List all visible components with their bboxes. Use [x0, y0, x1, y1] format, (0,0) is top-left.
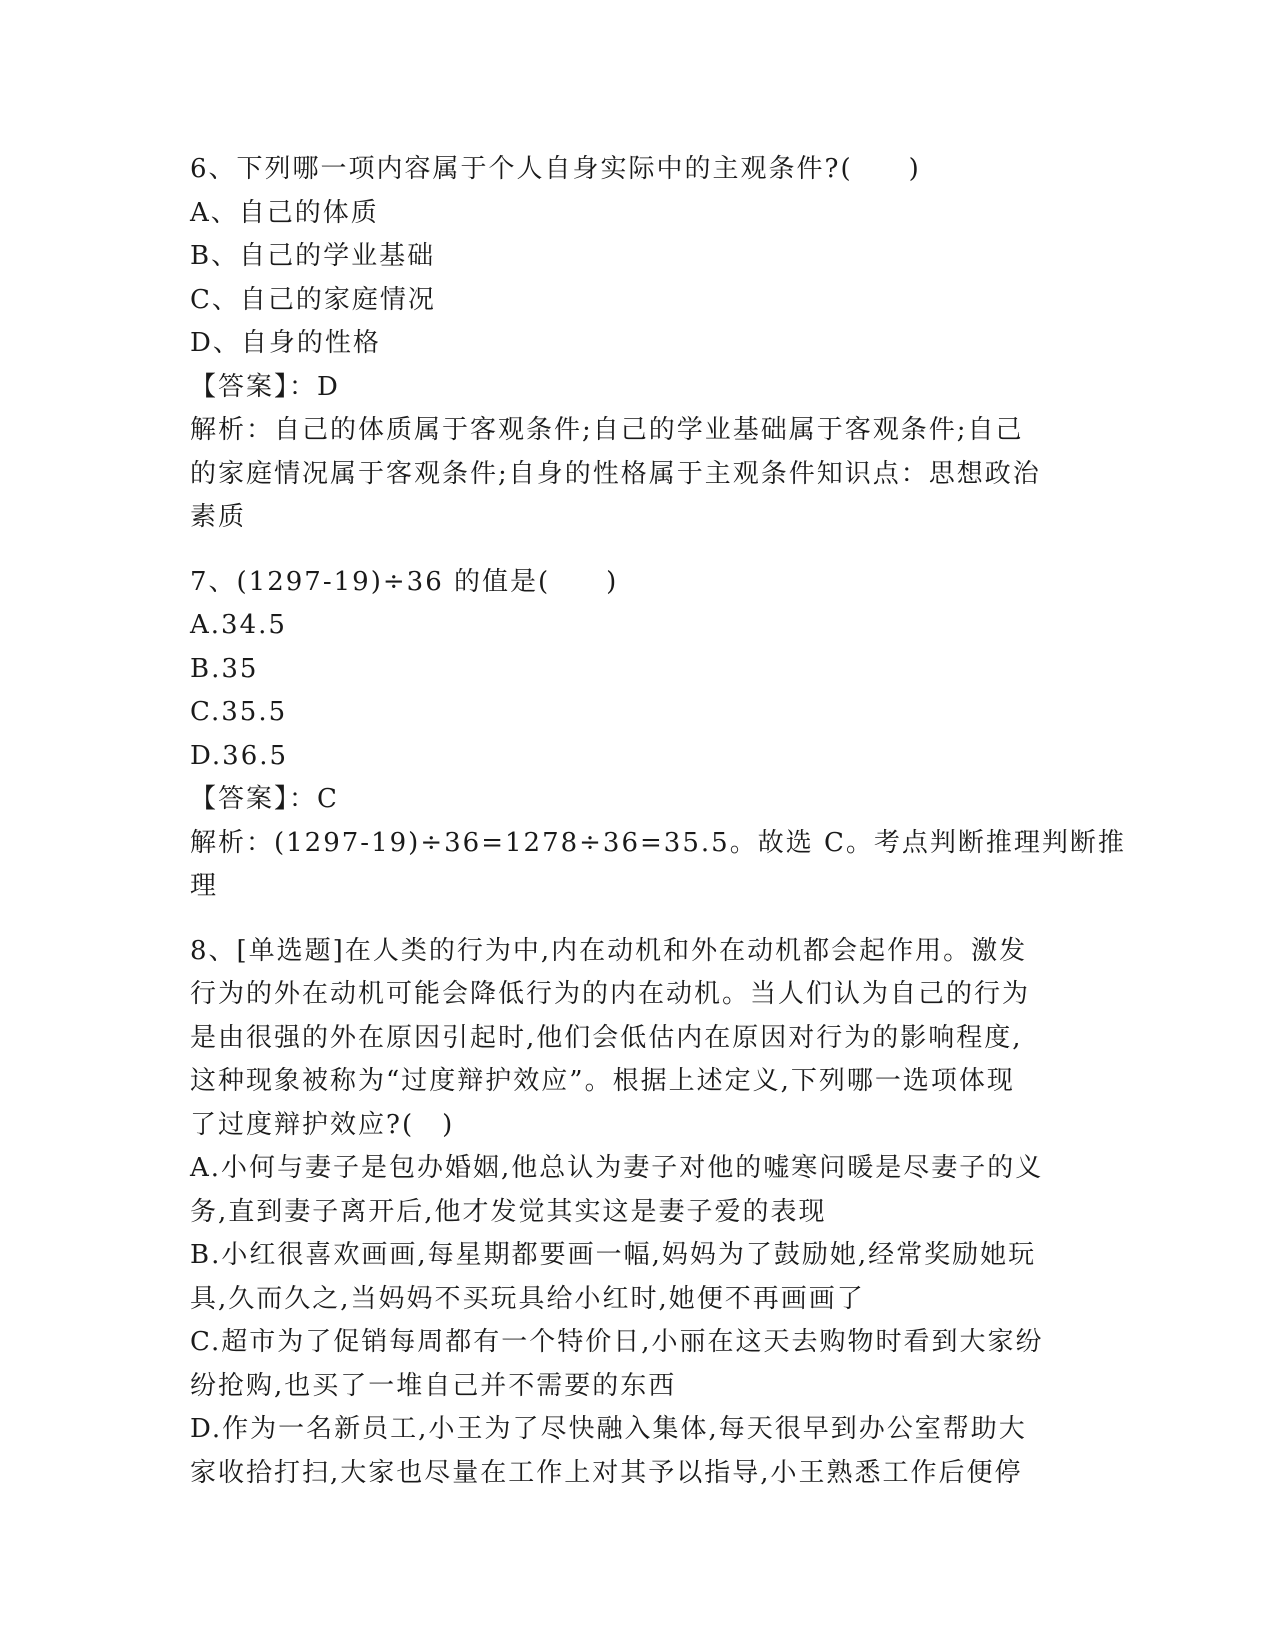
option-c: C.35.5	[190, 697, 288, 727]
question-text: 6、下列哪一项内容属于个人自身实际中的主观条件?( )	[190, 154, 921, 184]
analysis-line: 理	[190, 871, 219, 901]
question-text: 这种现象被称为“过度辩护效应”。根据上述定义,下列哪一选项体现	[190, 1066, 1015, 1096]
question-text: 是由很强的外在原因引起时,他们会低估内在原因对行为的影响程度,	[190, 1022, 1023, 1053]
question-text: 了过度辩护效应?( )	[190, 1109, 455, 1140]
option-a: A、自己的体质	[190, 197, 379, 228]
question-text: 8、[单选题]在人类的行为中,内在动机和外在动机都会起作用。激发	[190, 935, 1028, 966]
option-d: D、自身的性格	[190, 328, 381, 358]
option-c: C.超市为了促销每周都有一个特价日,小丽在这天去购物时看到大家纷	[190, 1327, 1044, 1357]
option-d: 家收拾打扫,大家也尽量在工作上对其予以指导,小王熟悉工作后便停	[190, 1457, 1023, 1488]
question-8	[190, 930, 1090, 1496]
question-6	[190, 148, 1090, 540]
analysis-line: 素质	[190, 502, 247, 532]
option-b: B.小红很喜欢画画,每星期都要画一幅,妈妈为了鼓励她,经常奖励她玩	[190, 1240, 1037, 1270]
option-b: B、自己的学业基础	[190, 241, 436, 271]
question-gap	[190, 540, 1090, 561]
analysis-line: 解析：自己的体质属于客观条件;自己的学业基础属于客观条件;自己	[190, 415, 1024, 445]
option-c: C、自己的家庭情况	[190, 284, 436, 315]
question-gap	[190, 909, 1090, 930]
question-text: 7、(1297-19)÷36 的值是( )	[190, 566, 619, 597]
option-a: A.34.5	[190, 610, 287, 640]
option-b: B.35	[190, 653, 259, 684]
question-7	[190, 561, 1126, 909]
option-b: 具,久而久之,当妈妈不买玩具给小红时,她便不再画画了	[190, 1283, 865, 1314]
option-d: D.作为一名新员工,小王为了尽快融入集体,每天很早到办公室帮助大	[190, 1414, 1027, 1444]
analysis-line: 解析：(1297-19)÷36=1278÷36=35.5。故选 C。考点判断推理判断推	[190, 827, 1126, 858]
answer-line: 【答案】：D	[190, 371, 340, 402]
option-a: 务,直到妻子离开后,他才发觉其实这是妻子爱的表现	[190, 1196, 827, 1227]
option-a: A.小何与妻子是包办婚姻,他总认为妻子对他的嘘寒问暖是尽妻子的义	[190, 1153, 1044, 1183]
option-d: D.36.5	[190, 740, 289, 771]
answer-line: 【答案】：C	[190, 784, 339, 814]
document-page	[190, 148, 1126, 1495]
option-c: 纷抢购,也买了一堆自己并不需要的东西	[190, 1370, 677, 1401]
question-text: 行为的外在动机可能会降低行为的内在动机。当人们认为自己的行为	[190, 979, 1031, 1009]
analysis-line: 的家庭情况属于客观条件;自身的性格属于主观条件知识点：思想政治	[190, 458, 1041, 489]
